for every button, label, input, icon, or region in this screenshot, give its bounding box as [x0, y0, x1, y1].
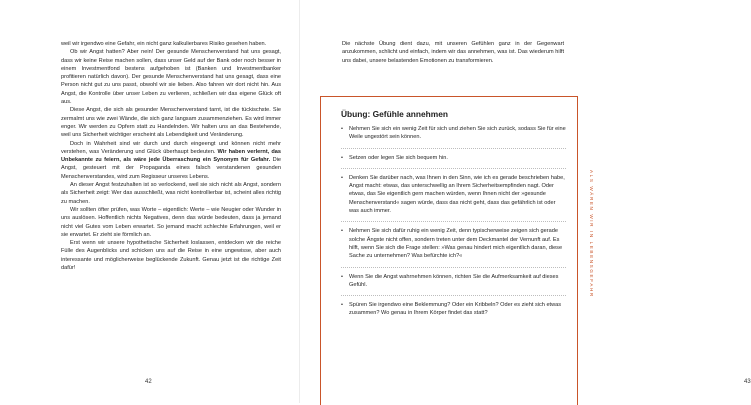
- paragraph: weil wir irgendwo eine Gefahr, ein nicht ganz kalkulierbares Risiko gesehen haben.: [61, 41, 267, 47]
- step-divider: [341, 295, 566, 296]
- paragraph: Wir sollten öfter prüfen, was Worte – eigentlich: Werte – wie Neugier oder Wunder in uns auslösen. Hoffentlich nichts Negatives, denn das würde bedeuten, dass ja jemand nicht viel Gutes vom Leben erwartet. So jemand macht schlechte Erfahrungen, weil er sie erwartet. Er zieht sie förmlich an.: [61, 206, 281, 238]
- step-divider: [341, 148, 566, 149]
- intro-paragraph: Die nächste Übung dient dazu, mit unseren Gefühlen ganz in der Gegenwart anzukommen, schlicht und einfach, indem wir das annehmen, was ist. Das wiederum hilft uns dabei, unsere belastenden Emotionen zu transformieren.: [342, 41, 564, 64]
- bullet-icon: •: [341, 273, 343, 280]
- exercise-box: [320, 96, 578, 405]
- exercise-step-text: Setzen oder legen Sie sich bequem hin.: [349, 154, 448, 161]
- left-page: [0, 0, 300, 403]
- page-number-left: 42: [145, 379, 152, 385]
- left-text-column: [61, 40, 281, 272]
- paragraph-text: Die Angst, gesteuert mit der Propaganda eines falsch verstandenen gesunden Menschenverstandes, wird zum Regisseur unseres Lebens.: [61, 157, 281, 180]
- exercise-step-text: Nehmen Sie sich ein wenig Zeit für sich und ziehen Sie sich zurück, sodass Sie für eine Weile ungestört sein können.: [349, 126, 566, 141]
- exercise-step: [341, 154, 566, 162]
- emphasis-text: Wir haben verlernt, das Unbekannte zu feiern, als wäre jede Überraschung ein Synonym für Gefahr.: [61, 148, 282, 164]
- exercise-content: [341, 109, 566, 318]
- bullet-icon: •: [341, 302, 343, 309]
- bullet-icon: •: [341, 174, 343, 181]
- paragraph: Ob wir Angst hatten? Aber nein! Der gesunde Menschenverstand hat uns gesagt, dass wir keine Reise machen sollen, dass unser Geld auf der Bank oder noch besser in einem Investmentfond bestens aufgehoben ist (Banken und Investmentbanker profitieren natürlich davon). Der gesunde Menschenverstand hat uns gesagt, dass eine Person nicht gut zu uns passt, obwohl wir sie lieben. Also fahren wir dort nicht hin. Aus Angst, die Kontrolle über unser Leben zu verlieren, schließen wir das eigene Glück oft aus.: [61, 49, 281, 106]
- bullet-icon: •: [341, 154, 343, 161]
- paragraph: Erst wenn wir unsere hypothetische Sicherheit loslassen, entdecken wir die reiche Fülle des Augenblicks und schicken uns auf die Reise in eine ungewisse, aber auch interessante und möglicherweise beglückende Zukunft. Genau jetzt ist die richtige Zeit dafür!: [61, 240, 281, 272]
- paragraph: Diese Angst, die sich als gesunder Menschenverstand tarnt, ist die tückischste. Sie zermalmt uns wie zwei Wände, die sich ganz langsam zusammenziehen. Es wird immer enger. Wir werden zu Opfern statt zu Handelnden. Wir halten uns an das Bestehende, weil uns Sicherheit wichtiger erscheint als Lebendigkeit und Veränderung.: [61, 107, 281, 139]
- exercise-step: [341, 125, 566, 142]
- running-head: ALS WÄREN WIR IN LEBENSGEFAHR: [589, 170, 594, 298]
- step-divider: [341, 221, 566, 222]
- paragraph-text: Doch in Wahrheit sind wir durch und durch eingeengt und können nicht mehr verstehen, was Veränderung und Glück überhaupt bedeuten.: [61, 140, 281, 155]
- exercise-step: [341, 174, 566, 215]
- bullet-icon: •: [341, 126, 343, 132]
- exercise-step: [341, 273, 566, 290]
- paragraph: An dieser Angst festzuhalten ist so verlockend, weil sie sich nicht als Angst, sondern als Sicherheit zeigt: Wer das ausschließt, was nicht kontrollierbar ist, scheint alles richtig zu machen.: [61, 182, 281, 205]
- exercise-step: [341, 227, 566, 260]
- exercise-title: Übung: Gefühle annehmen: [341, 109, 449, 119]
- exercise-step-text: Spüren Sie irgendwo eine Beklemmung? Oder ein Kribbeln? Oder es zieht sich etwas zusammen? Wo genau in Ihrem Körper findet das statt?: [349, 302, 562, 317]
- page-number-right: 43: [744, 379, 751, 385]
- bullet-icon: •: [341, 228, 343, 235]
- exercise-step-text: Wenn Sie die Angst wahrnehmen können, richten Sie die Aufmerksamkeit auf dieses Gefühl.: [349, 273, 559, 288]
- paragraph-with-emphasis: [61, 140, 281, 181]
- exercise-step-text: Denken Sie darüber nach, was Ihnen in den Sinn, wie ich es gerade beschrieben habe, Angst macht: etwas, das unterschwellig an Ihrem Sicherheitsempfinden nagt. Oder etwas, das Sie eigentlich gern machen würden, wenn Ihnen nicht der »gesunde Menschenverstand« sagen würde, dass das nicht geht, dass das gefährlich ist oder was auch immer.: [349, 174, 565, 215]
- right-intro-column: [342, 40, 564, 65]
- step-divider: [341, 267, 566, 268]
- exercise-step: [341, 301, 566, 318]
- step-divider: [341, 168, 566, 169]
- exercise-step-text: Nehmen Sie sich dafür ruhig ein wenig Zeit, denn typischerweise zeigen sich gerade solche Ängste nicht offen, sondern treten unter dem Deckmantel der Vernunft auf. Es hilft, wenn Sie sich die Frage stellen: »Was genau hindert mich eigentlich daran, diese Sache zu unternehmen? Was befürchte ich?«: [349, 228, 563, 260]
